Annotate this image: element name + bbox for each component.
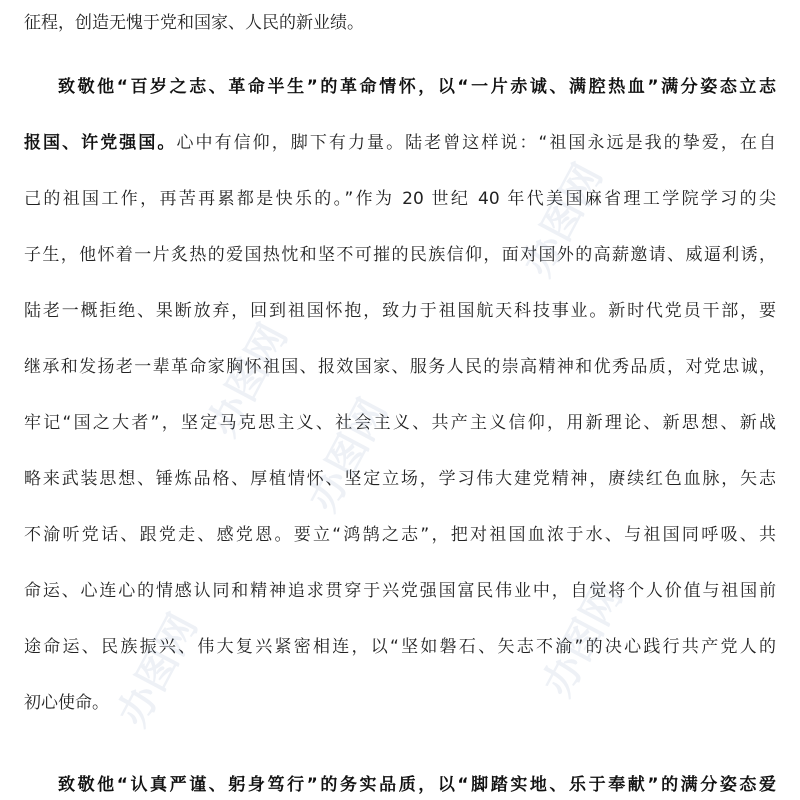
watermark: 办图网 — [299, 391, 397, 519]
paragraph-line: 命运、心连心的情感认同和精神追求贯穿于兴党强国富民伟业中，自觉将个人价值与祖国前 — [24, 581, 776, 601]
paragraph-heading-line: 致敬他“认真严谨、躬身笃行”的务实品质，以“脚踏实地、乐于奉献”的满分姿态爱 — [58, 775, 776, 795]
paragraph-line: 陆老一概拒绝、果断放弃，回到祖国怀抱，致力于祖国航天科技事业。新时代党员干部，要 — [24, 301, 776, 321]
paragraph-line: 子生，他怀着一片炙热的爱国热忱和坚不可摧的民族信仰，面对国外的高薪邀请、威逼利诱， — [24, 245, 776, 265]
paragraph-line: 初心使命。 — [24, 693, 109, 713]
paragraph-heading-line: 致敬他“百岁之志、革命半生”的革命情怀，以“一片赤诚、满腔热血”满分姿态立志 — [58, 77, 776, 97]
watermark: 办图网 — [534, 576, 632, 704]
paragraph-line: 己的祖国工作，再苦再累都是快乐的。”作为 20 世纪 40 年代美国麻省理工学院学习的尖 — [24, 189, 776, 209]
paragraph-line: 征程，创造无愧于党和国家、人民的新业绩。 — [24, 13, 364, 33]
paragraph-line: 牢记“国之大者”，坚定马克思主义、社会主义、共产主义信仰，用新理论、新思想、新战 — [24, 413, 776, 433]
paragraph-line — [24, 128, 776, 158]
watermark: 办图网 — [199, 316, 297, 444]
paragraph-line: 途命运、民族振兴、伟大复兴紧密相连，以“坚如磐石、矢志不渝”的决心践行共产党人的 — [24, 637, 776, 657]
body-text: 心中有信仰，脚下有力量。陆老曾这样说：“祖国永远是我的挚爱，在自 — [176, 133, 776, 153]
paragraph-line: 继承和发扬老一辈革命家胸怀祖国、报效国家、服务人民的崇高精神和优秀品质，对党忠诚， — [24, 357, 776, 377]
bold-lead-text: 报国、许党强国。 — [24, 133, 177, 153]
paragraph-line: 略来武装思想、锤炼品格、厚植情怀、坚定立场，学习伟大建党精神，赓续红色血脉，矢志 — [24, 469, 776, 489]
watermark: 办图网 — [514, 156, 612, 284]
watermark: 办图网 — [109, 606, 207, 734]
paragraph-line: 不渝听党话、跟党走、感党恩。要立“鸿鹄之志”，把对祖国血浓于水、与祖国同呼吸、共 — [24, 525, 776, 545]
